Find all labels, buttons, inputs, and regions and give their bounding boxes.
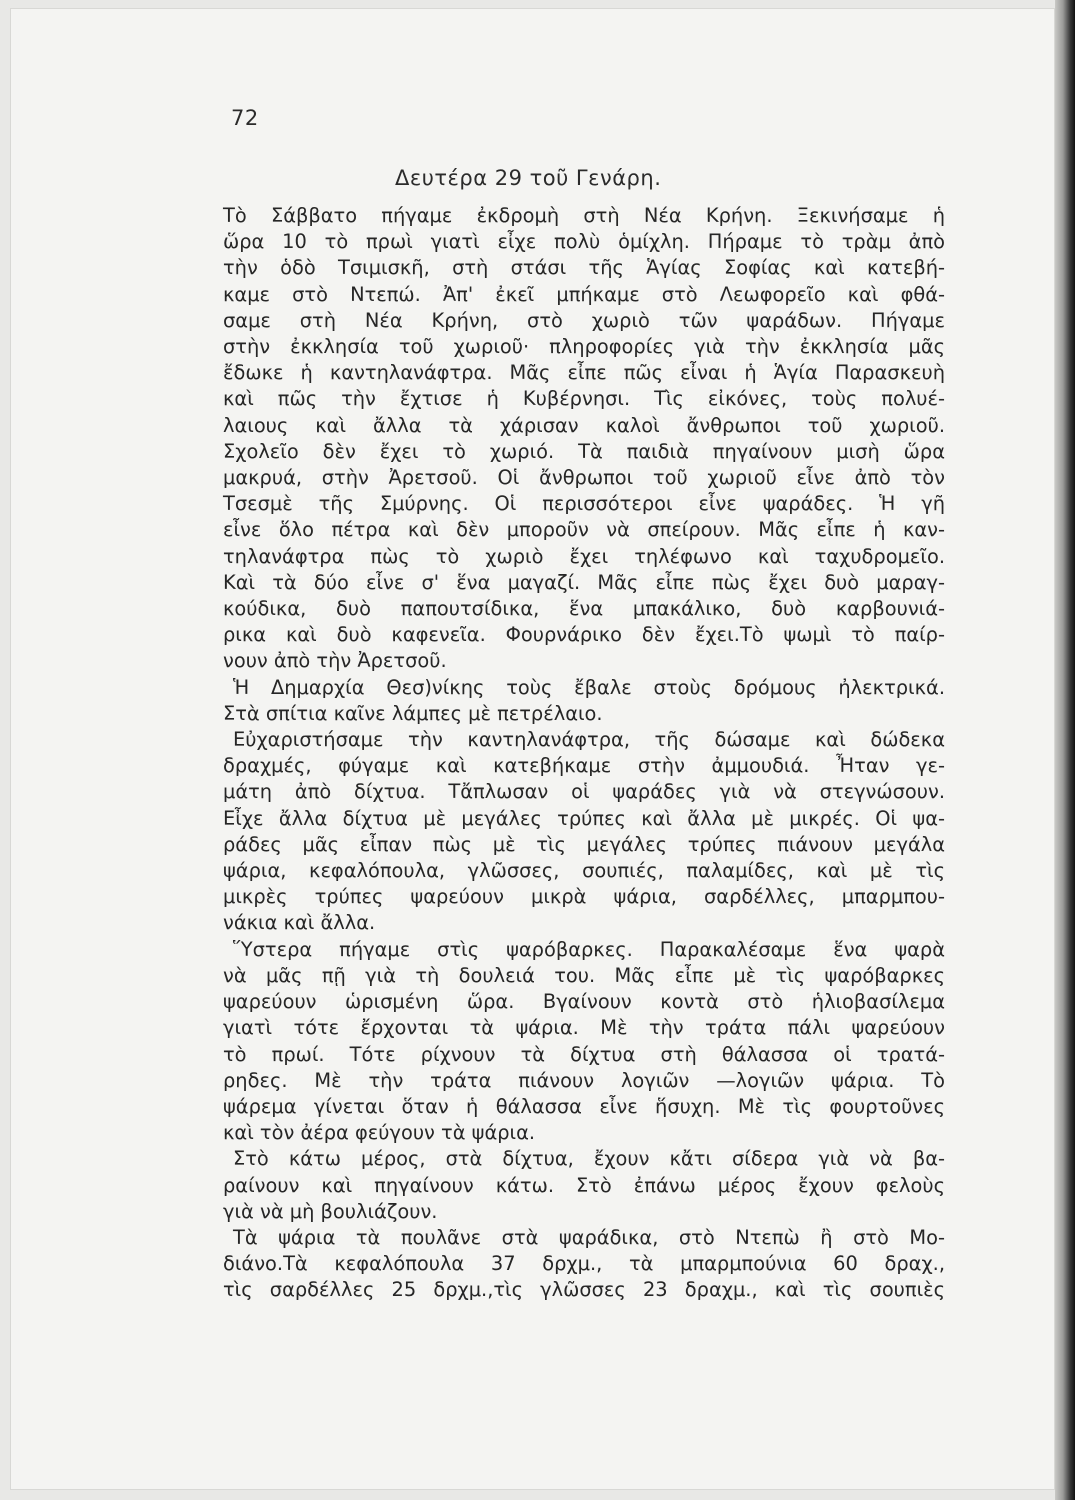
text-line: Τὰ ψάρια τὰ πουλᾶνε στὰ ψαράδικα, στὸ Ντεπὼ ἢ στὸ Μο- xyxy=(233,1225,945,1249)
text-line: Στὸ κάτω μέρος, στὰ δίχτυα, ἔχουν κἄτι σίδερα γιὰ νὰ βα- xyxy=(233,1147,945,1171)
page-number: 72 xyxy=(231,106,259,130)
text-line: νὰ μᾶς πῇ γιὰ τὴ δουλειά του. Μᾶς εἶπε μὲ τὶς ψαρόβαρκες xyxy=(223,963,945,987)
text-line: ἔδωκε ἡ καντηλανάφτρα. Μᾶς εἶπε πῶς εἶναι ἡ Ἁγία Παρασκευὴ xyxy=(223,361,945,385)
text-line: στὴν ἐκκλησία τοῦ χωριοῦ· πληροφορίες γιὰ τὴν ἐκκλησία μᾶς xyxy=(223,335,945,359)
text-line: Ὕστερα πήγαμε στὶς ψαρόβαρκες. Παρακαλέσαμε ἕνα ψαρὰ xyxy=(233,937,945,961)
text-line: ράδες μᾶς εἶπαν πὼς μὲ τὶς μεγάλες τρύπες πιάνουν μεγάλα xyxy=(223,832,945,856)
text-line: Τσεσμὲ τῆς Σμύρνης. Οἱ περισσότεροι εἶνε ψαράδες. Ἡ γῆ xyxy=(223,492,945,516)
book-page xyxy=(10,8,1055,1490)
text-line: Ἡ Δημαρχία Θεσ)νίκης τοὺς ἔβαλε στοὺς δρόμους ἠλεκτρικά. xyxy=(233,675,945,699)
text-line: μικρὲς τρύπες ψαρεύουν μικρὰ ψάρια, σαρδέλλες, μπαρμπου- xyxy=(223,885,945,909)
text-line: Καὶ τὰ δύο εἶνε σ' ἕνα μαγαζί. Μᾶς εἶπε πὼς ἔχει δυὸ μαραγ- xyxy=(223,570,945,594)
text-line: δραχμές, φύγαμε καὶ κατεβήκαμε στὴν ἀμμουδιά. Ἦταν γε- xyxy=(223,754,945,778)
text-line: Σχολεῖο δὲν ἔχει τὸ χωριό. Τὰ παιδιὰ πηγαίνουν μισὴ ὥρα xyxy=(223,439,945,463)
text-line: ρικα καὶ δυὸ καφενεῖα. Φουρνάρικο δὲν ἔχει.Τὸ ψωμὶ τὸ παίρ- xyxy=(223,623,945,647)
text-line: σαμε στὴ Νέα Κρήνη, στὸ χωριὸ τῶν ψαράδων. Πήγαμε xyxy=(223,308,945,332)
text-line: διάνο.Τὰ κεφαλόπουλα 37 δρχμ., τὰ μπαρμπούνια 60 δραχ., xyxy=(223,1252,945,1276)
text-line: Εἶχε ἄλλα δίχτυα μὲ μεγάλες τρύπες καὶ ἄλλα μὲ μικρές. Οἱ ψα- xyxy=(223,806,945,830)
text-line: τὴν ὁδὸ Τσιμισκῆ, στὴ στάσι τῆς Ἁγίας Σοφίας καὶ κατεβή- xyxy=(223,256,945,280)
text-line: τηλανάφτρα πὼς τὸ χωριὸ ἔχει τηλέφωνο καὶ ταχυδρομεῖο. xyxy=(223,544,945,568)
page-edge-shadow xyxy=(1055,0,1075,1500)
text-line: ψάρια, κεφαλόπουλα, γλῶσσες, σουπιές, παλαμίδες, καὶ μὲ τὶς xyxy=(223,859,945,883)
text-line: ὥρα 10 τὸ πρωὶ γιατὶ εἶχε πολὺ ὁμίχλη. Πήραμε τὸ τρὰμ ἀπὸ xyxy=(223,230,945,254)
body-text xyxy=(223,203,945,1304)
text-line: Τὸ Σάββατο πήγαμε ἐκδρομὴ στὴ Νέα Κρήνη. Ξεκινήσαμε ἡ xyxy=(223,204,945,227)
text-line: μακρυά, στὴν Ἀρετσοῦ. Οἱ ἄνθρωποι τοῦ χωριοῦ εἶνε ἀπὸ τὸν xyxy=(223,466,945,490)
text-line: ρηδες. Μὲ τὴν τράτα πιάνουν λογιῶν —λογιῶν ψάρια. Τὸ xyxy=(223,1068,945,1092)
text-line: λαιους καὶ ἄλλα τὰ χάρισαν καλοὶ ἄνθρωποι τοῦ χωριοῦ. xyxy=(223,413,945,437)
text-line: εἶνε ὅλο πέτρα καὶ δὲν μποροῦν νὰ σπείρουν. Μᾶς εἶπε ἡ καν- xyxy=(223,518,945,542)
text-line: νάκια καὶ ἄλλα. xyxy=(223,911,376,935)
text-line: καὶ πῶς τὴν ἔχτισε ἡ Κυβέρνησι. Τὶς εἰκόνες, τοὺς πολυέ- xyxy=(223,387,945,411)
text-line: γιὰ νὰ μὴ βουλιάζουν. xyxy=(223,1199,438,1223)
text-line: ψαρεύουν ὡρισμένη ὥρα. Βγαίνουν κοντὰ στὸ ἡλιοβασίλεμα xyxy=(223,990,945,1014)
text-line: ραίνουν καὶ πηγαίνουν κάτω. Στὸ ἐπάνω μέρος ἔχουν φελοὺς xyxy=(223,1173,945,1197)
text-line: καμε στὸ Ντεπώ. Ἀπ' ἐκεῖ μπήκαμε στὸ Λεωφορεῖο καὶ φθά- xyxy=(223,282,945,306)
text-line: Στὰ σπίτια καῖνε λάμπες μὲ πετρέλαιο. xyxy=(223,701,603,725)
text-line: γιατὶ τότε ἔρχονται τὰ ψάρια. Μὲ τὴν τράτα πάλι ψαρεύουν xyxy=(223,1016,945,1040)
text-line: μάτη ἀπὸ δίχτυα. Τἄπλωσαν οἱ ψαράδες γιὰ νὰ στεγνώσουν. xyxy=(223,780,945,804)
text-line: νουν ἀπὸ τὴν Ἀρετσοῦ. xyxy=(223,649,447,673)
entry-heading: Δευτέρα 29 τοῦ Γενάρη. xyxy=(395,166,662,190)
text-line: κούδικα, δυὸ παπουτσίδικα, ἕνα μπακάλικο, δυὸ καρβουνιά- xyxy=(223,597,945,621)
text-line: τὶς σαρδέλλες 25 δρχμ.,τὶς γλῶσσες 23 δραχμ., καὶ τὶς σουπιὲς xyxy=(223,1278,945,1302)
text-line: ψάρεμα γίνεται ὅταν ἡ θάλασσα εἶνε ἥσυχη. Μὲ τὶς φουρτοῦνες xyxy=(223,1094,945,1118)
text-line: καὶ τὸν ἀέρα φεύγουν τὰ ψάρια. xyxy=(223,1121,536,1145)
text-line: Εὐχαριστήσαμε τὴν καντηλανάφτρα, τῆς δώσαμε καὶ δώδεκα xyxy=(233,728,945,752)
text-line: τὸ πρωί. Τότε ρίχνουν τὰ δίχτυα στὴ θάλασσα οἱ τρατά- xyxy=(223,1042,945,1066)
